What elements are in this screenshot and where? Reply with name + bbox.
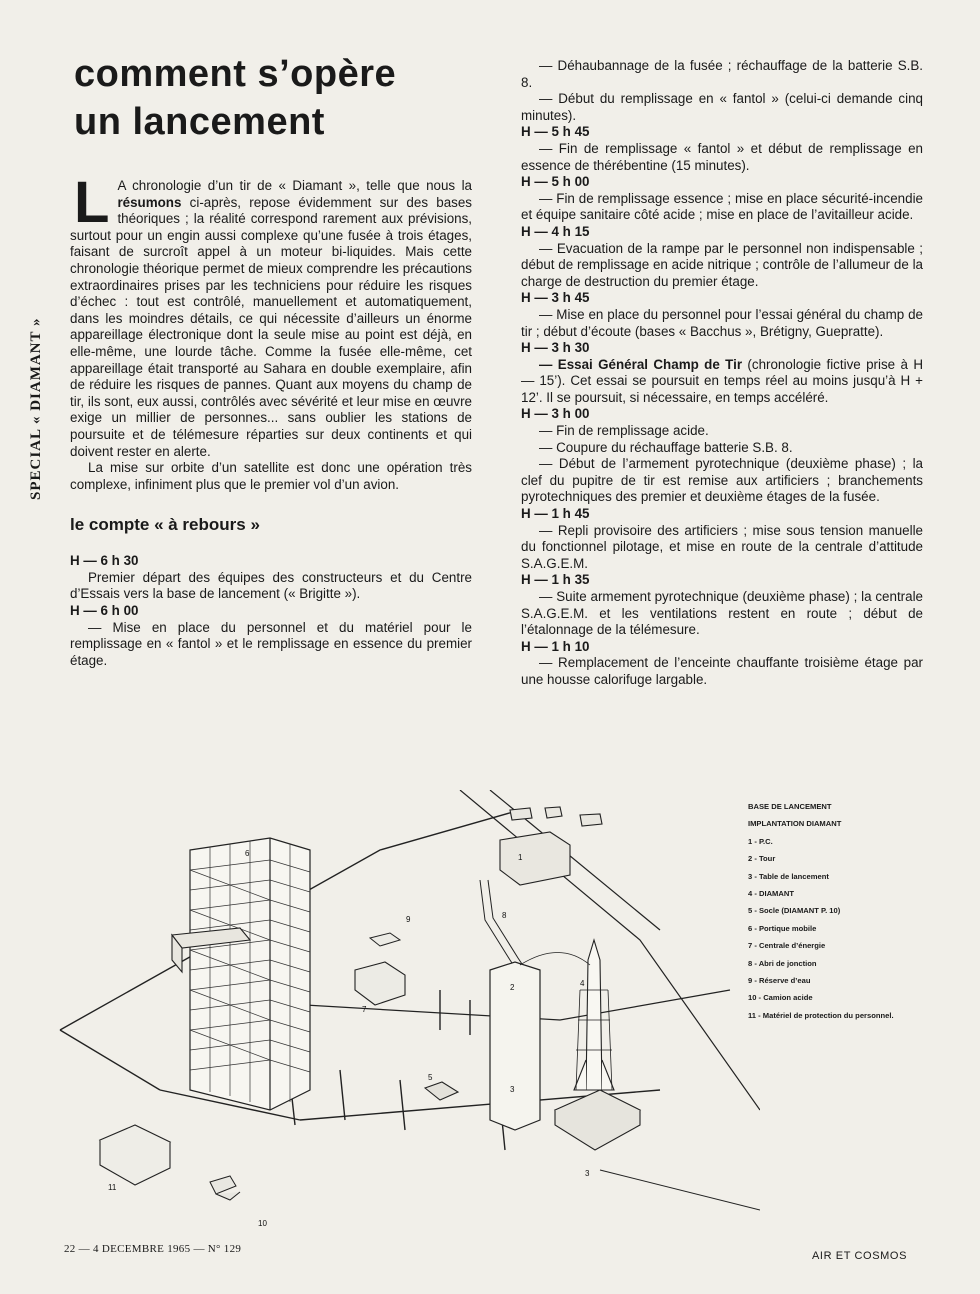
entry-text: — Mise en place du personnel et du matériel pour le remplissage en « fantol » et le remplissage en essence du premier étage. (70, 619, 472, 668)
timecode: H — 5 h 00 (521, 174, 590, 190)
article-column-right (521, 58, 923, 689)
intro-paragraph-2: La mise sur orbite d’un satellite est donc une opération très complexe, infiniment plus que le premier vol d’un avion. (70, 460, 472, 492)
article-title (74, 50, 514, 146)
diagram-label-3b: 3 (585, 1169, 590, 1178)
legend-item: 7 - Centrale d’énergie (748, 941, 826, 951)
drop-cap: L (74, 170, 110, 235)
timecode: H — 1 h 35 (521, 572, 590, 588)
legend-subheading: IMPLANTATION DIAMANT (748, 819, 842, 829)
timecode: H — 3 h 00 (521, 406, 590, 422)
legend-item: 8 - Abri de jonction (748, 958, 817, 968)
diagram-label-1: 1 (518, 853, 523, 862)
entry-text: — Déhaubannage de la fusée ; réchauffage de la batterie S.B. 8. (521, 58, 923, 90)
entry-text: — Coupure du réchauffage batterie S.B. 8. (539, 439, 793, 455)
entry-text: Premier départ des équipes des constructeurs et du Centre d’Essais vers la base de lancement (« Brigitte »). (70, 569, 472, 602)
sidebar-text: SPECIAL « DIAMANT » (28, 317, 44, 500)
timecode: H — 3 h 45 (521, 290, 590, 306)
command-post (500, 807, 602, 885)
timecode: H — 1 h 45 (521, 506, 590, 522)
entry-text: — Fin de remplissage acide. (539, 423, 709, 439)
footer-issue-info: 22 — 4 DECEMBRE 1965 — N° 129 (64, 1243, 242, 1255)
intro-text-bold: résumons (117, 194, 182, 210)
diagram-label-9: 9 (406, 915, 411, 924)
entry-text: — Remplacement de l’enceinte chauffante troisième étage par une housse calorifuge largable. (521, 655, 923, 687)
launch-base-diagram (40, 790, 760, 1240)
legend-item: 3 - Table de lancement (748, 871, 829, 881)
energy-central (355, 962, 405, 1005)
entry-bold: — Essai Général Champ de Tir (539, 356, 743, 372)
diagram-label-7: 7 (362, 1005, 367, 1014)
legend-item: 4 - DIAMANT (748, 889, 794, 899)
timecode: H — 6 h 00 (70, 603, 139, 619)
timecode: H — 1 h 10 (521, 638, 590, 654)
entry-text: — Début de l’armement pyrotechnique (deuxième phase) ; la clef du pupitre de tir est remise aux artificiers ; branchements pyrotechniques des premier et deuxième étages de la fusée. (521, 456, 923, 505)
intro-paragraph (70, 170, 472, 460)
section-subheading: le compte « à rebours » (70, 515, 260, 535)
diagram-label-3: 3 (510, 1085, 515, 1094)
diagram-label-5: 5 (428, 1073, 433, 1082)
intro-text-a: A chronologie d’un tir de « Diamant », telle que nous la (117, 178, 472, 193)
legend-item: 5 - Socle (DIAMANT P. 10) (748, 906, 841, 916)
rocket (574, 940, 614, 1090)
entry-text: — Fin de remplissage essence ; mise en place sécurité-incendie et équipe sanitaire côté acide ; mise en place de l’avitailleur acide. (521, 190, 923, 223)
timecode: H — 6 h 30 (70, 553, 139, 569)
footer-publication: AIR ET COSMOS (812, 1250, 907, 1262)
diagram-label-4: 4 (580, 979, 585, 988)
legend-item: 6 - Portique mobile (748, 923, 817, 933)
launch-table (555, 1090, 640, 1150)
legend-heading: BASE DE LANCEMENT (748, 802, 832, 811)
entry-text: — Mise en place du personnel pour l’essai général du champ de tir ; début d’écoute (bases « Bacchus », Brétigny, Gueprattе). (521, 306, 923, 339)
entry-text: — Suite armement pyrotechnique (deuxième phase) ; la centrale S.A.G.E.M. et les ventilations restent en route ; début de l’étalonnage de la télémesure. (521, 589, 923, 638)
umbilical-tower (490, 962, 540, 1130)
diagram-label-2: 2 (510, 983, 515, 992)
diagram-label-10: 10 (258, 1219, 267, 1228)
article-column-left (70, 170, 472, 669)
timecode: H — 3 h 30 (521, 340, 590, 356)
sidebar-label (26, 270, 48, 500)
title-line-1: comment s’opère (74, 53, 397, 95)
entry-text (521, 357, 923, 407)
diagram-label-6: 6 (245, 849, 250, 858)
diagram-label-8: 8 (502, 911, 507, 920)
timecode: H — 5 h 45 (521, 124, 590, 140)
legend-item: 10 - Camion acide (748, 993, 813, 1003)
entry-rest: (chronologie fictive prise à H — 15’). Cet essai se poursuit en temps réel au moins jusqu’à H + 12’. Il se poursuit, si nécessaire, en temps accéléré. (521, 356, 923, 405)
entry-text: — Fin de remplissage « fantol » et début de remplissage en essence de thérébentine (15 minutes). (521, 140, 923, 173)
legend-item: 2 - Tour (748, 854, 776, 864)
legend-item: 11 - Matériel de protection du personnel. (748, 1010, 894, 1020)
legend-item: 1 - P.C. (748, 836, 773, 846)
timecode: H — 4 h 15 (521, 223, 590, 239)
diagram-legend (748, 798, 948, 1024)
entry-text: — Début du remplissage en « fantol » (celui-ci demande cinq minutes). (521, 91, 923, 123)
entry-text: — Repli provisoire des artificiers ; mise sous tension manuelle du fonctionnel pilotage, et mise en route de la centrale d’attitude S.A.G.E.M. (521, 522, 923, 571)
title-line-2: un lancement (74, 101, 325, 143)
entry-text: — Evacuation de la rampe par le personnel non indispensable ; début de remplissage en acide nitrique ; contrôle de l’allumeur de la charge de destruction du premier étage. (521, 240, 923, 289)
legend-item: 9 - Réserve d’eau (748, 976, 811, 986)
intro-text-b: ci-après, repose évidemment sur des bases théoriques ; la réalité correspond rarement aux prévisions, surtout pour un engin aussi complexe qu’une fusée à trois étages, faisant de surcroît appel à un moteur bi-liquides. Mais cette chronologie théorique permet de mieux comprendre les précautions extraordinaires prises par les techniciens pour réduire les risques d’échec : tout est contrôlé, manuellement et automatiquement, dans les moindres détails, ce qui nécessite d’ailleurs un énorme appareillage électronique dont la seule mise au point est déjà, en elle-même, une lourde tâche. Comme la fusée elle-même, cet appareillage était transporté au Sahara en double exemplaire, afin de réduire les risques de pannes. Quant aux moyens du champ de tir, ils sont, eux aussi, contrôlés avec sévérité et leur mise en œuvre exige un millier de personnes... sans oublier les stations de poursuite et de télémesure réparties sur deux continents et qui doivent rester en alerte. (70, 194, 472, 459)
diagram-label-11: 11 (108, 1183, 117, 1192)
